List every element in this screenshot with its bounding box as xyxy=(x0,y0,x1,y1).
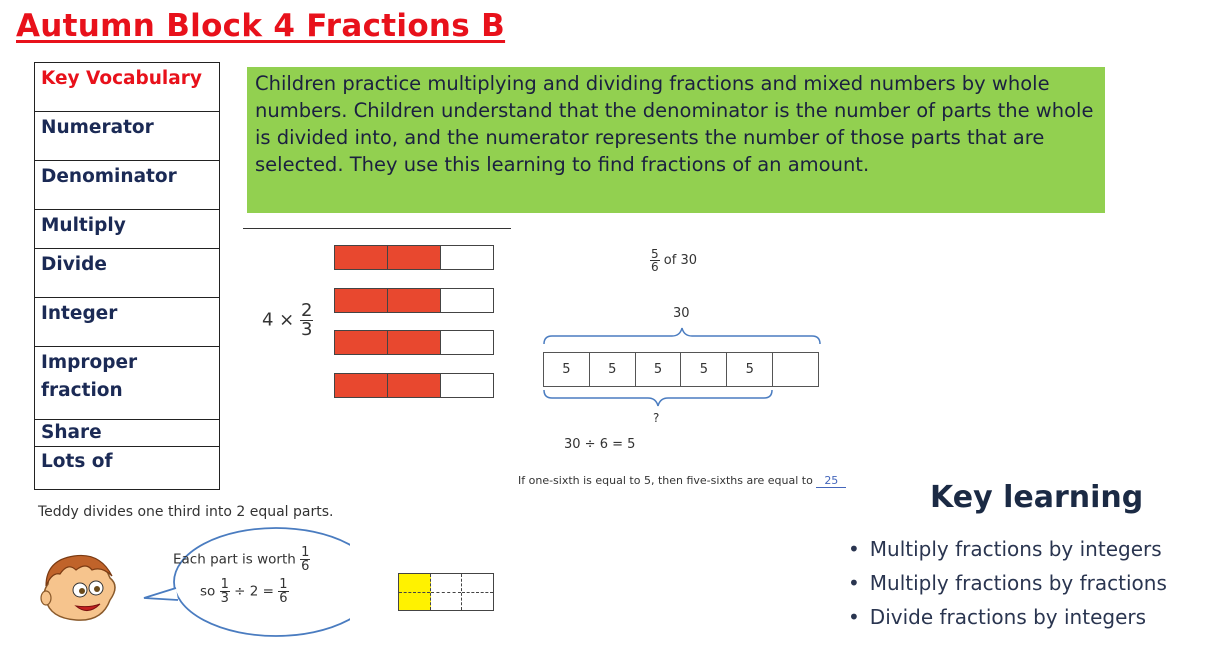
vocabulary-item: Multiply xyxy=(35,210,220,249)
key-learning-item: • Divide fractions by integers xyxy=(848,600,1167,634)
fraction-bar-part xyxy=(441,246,493,269)
teddy-illustration xyxy=(40,526,350,641)
multiplication-expression xyxy=(262,302,313,339)
vocabulary-table xyxy=(34,62,220,490)
bar-model-cell: 5 xyxy=(681,353,727,386)
fraction-of-amount-heading: $\frac{5}{6}$ of 30 xyxy=(651,247,697,274)
conclusion-sentence: If one-sixth is equal to 5, then five-sixths are equal to 25 xyxy=(518,474,846,487)
summary-box: Children practice multiplying and dividing fractions and mixed numbers by whole numbers. Children understand that the denominator is the number of parts the whole is divided into, and the numerator represents the number of those parts that are selected. They use this learning to find fractions of an amount. xyxy=(247,67,1105,213)
bar-model xyxy=(543,352,819,387)
bottom-brace xyxy=(544,390,772,406)
speech-bubble-tail xyxy=(144,588,178,600)
bubble-line-1: Each part is worth $\frac{1}{6}$ xyxy=(173,545,310,574)
thirds-bar-part xyxy=(462,574,493,610)
fraction-bar xyxy=(334,330,494,355)
whole-number: 4 × xyxy=(262,309,295,331)
fraction-bar-shaded-part xyxy=(388,289,441,312)
divider xyxy=(243,228,511,229)
bar-model-cell: 5 xyxy=(544,353,590,386)
key-learning-item: • Multiply fractions by fractions xyxy=(848,566,1167,600)
teddy-caption: Teddy divides one third into 2 equal parts. xyxy=(38,504,334,520)
vocabulary-item: Lots of xyxy=(35,447,220,490)
fraction-bar-part xyxy=(441,289,493,312)
key-learning-title: Key learning xyxy=(930,480,1144,515)
fraction-bar xyxy=(334,288,494,313)
teddy-face-icon xyxy=(41,555,115,620)
bar-model-cell: 5 xyxy=(727,353,773,386)
fraction-bar-part xyxy=(441,374,493,397)
vocabulary-item: Integer xyxy=(35,298,220,347)
fraction-bar xyxy=(334,245,494,270)
fraction-bar-shaded-part xyxy=(388,331,441,354)
division-sentence: 30 ÷ 6 = 5 xyxy=(564,437,636,452)
thirds-bar xyxy=(398,573,494,611)
fraction-bar-shaded-part xyxy=(335,374,388,397)
fraction: $\frac{2}{3}$ xyxy=(301,300,313,340)
fraction-bar xyxy=(334,373,494,398)
answer: 25 xyxy=(816,474,846,488)
fraction-bar-shaded-part xyxy=(388,246,441,269)
thirds-bar-part xyxy=(431,574,463,610)
bar-model-cell: 5 xyxy=(590,353,636,386)
vocabulary-item: Improper fraction xyxy=(35,347,220,420)
fraction-bar-shaded-part xyxy=(335,289,388,312)
fraction-bar-shaded-part xyxy=(388,374,441,397)
key-learning-list xyxy=(848,532,1167,634)
vocabulary-item: Divide xyxy=(35,249,220,298)
question-mark: ? xyxy=(653,411,660,425)
bar-model-cell: 5 xyxy=(636,353,682,386)
thirds-bar-shaded xyxy=(399,574,431,610)
vocabulary-header: Key Vocabulary xyxy=(35,63,220,112)
bubble-line-2: so $\frac{1}{3}$ ÷ 2 = $\frac{1}{6}$ xyxy=(200,577,288,606)
vocabulary-item: Share xyxy=(35,420,220,447)
fraction-bar-part xyxy=(441,331,493,354)
fraction-bar-shaded-part xyxy=(335,331,388,354)
vocabulary-item: Denominator xyxy=(35,161,220,210)
page-title: Autumn Block 4 Fractions B xyxy=(16,8,506,44)
total-label: 30 xyxy=(673,306,690,321)
fraction-bar-shaded-part xyxy=(335,246,388,269)
top-brace xyxy=(544,328,820,344)
vocabulary-item: Numerator xyxy=(35,112,220,161)
bar-model-cell xyxy=(773,353,818,386)
key-learning-item: • Multiply fractions by integers xyxy=(848,532,1167,566)
